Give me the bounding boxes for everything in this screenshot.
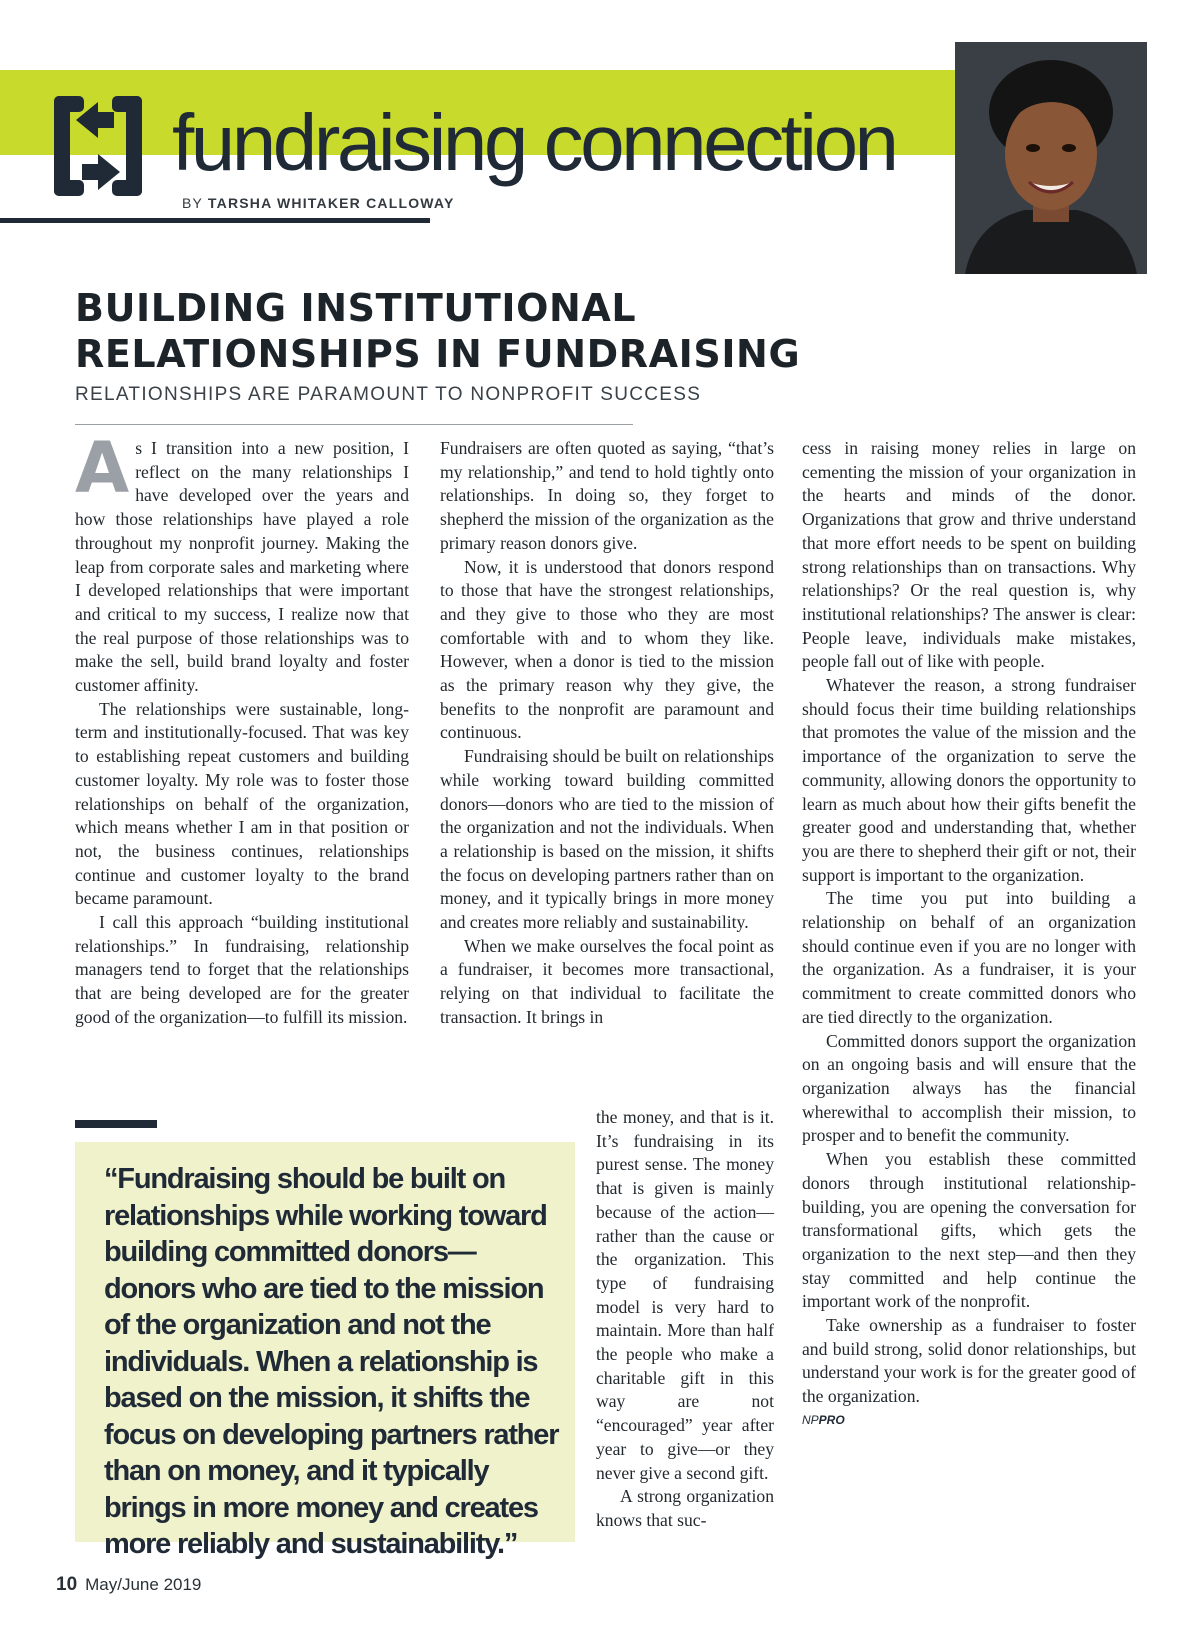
paragraph: Fundraising should be built on relationships while working toward building committed donors—donors who are tied to the mission of the organization and not the individuals. When a relationship is based on the mission, it shifts the focus on developing partners rather than on money, and it typically brings in more money and creates more reliably and sustainability. <box>440 746 774 933</box>
end-mark: NPPRO <box>802 1412 845 1427</box>
paragraph: Whatever the reason, a strong fundraiser should focus their time building relationships that promotes the value of the mission and the importance of the organization to serve the community, allowing donors the opportunity to learn as much about how their gifts benefit the greater good and understanding that, whether you are there to shepherd their gift or not, their support is important to the organization. <box>802 675 1136 885</box>
byline <box>182 195 455 211</box>
article-column-2 <box>440 437 774 1030</box>
paragraph: cess in raising money relies in large on cementing the mission of your organization in the hearts and minds of the donor. Organizations that grow and thrive understand that more effort needs to be spent on building strong relationships than on transactions. Why relationships? Or the real question is, why institutional relationships? The answer is clear: People leave, individuals make mistakes, people fall out of like with people. <box>802 438 1136 672</box>
paragraph: the money, and that is it. It’s fundraising in its purest sense. The money that is given is mainly because of the action—rather than the cause or the organization. This type of fundraising model is very hard to maintain. More than half the people who make a charitable gift in this way are not “encouraged” year after year to give—or they never give a second gift. <box>596 1107 774 1483</box>
paragraph: As I transition into a new position, I reflect on the many relationships I have developed over the years and how those relationships have played a role throughout my nonprofit journey. Making the leap from corporate sales and marketing where I developed relationships that were important and critical to my success, I realize now that the real purpose of those relationships was to make the sell, build brand loyalty and foster customer affinity. <box>75 427 409 696</box>
paragraph: The relationships were sustainable, long-term and institutionally-focused. That was key to establishing repeat customers and building customer loyalty. My role was to foster those relationships on behalf of the organization, which means whether I am in that position or not, the business continues, relationships continue and customer loyalty to the brand became paramount. <box>75 698 409 909</box>
page-footer <box>56 1574 201 1596</box>
author-portrait-icon <box>955 42 1147 274</box>
paragraph: Now, it is understood that donors respond to those that have the strongest relationships, and they give to those who they are most comfortable with and to whom they like. However, when a donor is tied to the mission as the primary reason why they give, the benefits to the nonprofit are paramount and continuous. <box>440 556 774 743</box>
author-photo <box>955 42 1147 274</box>
paragraph: The time you put into building a relationship on behalf of an organization should continue even if you are no longer with the organization. As a fundraiser, it is your commitment to create committed donors who are tied directly to the organization. <box>802 888 1136 1027</box>
paragraph: Fundraisers are often quoted as saying, “that’s my relationship,” and tend to hold tightly onto relationships. In doing so, they forget to shepherd the mission of the organization as the primary reason donors give. <box>440 438 774 553</box>
subhead-divider <box>75 424 633 425</box>
paragraph: When we make ourselves the focal point as a fundraiser, it becomes more transactional, relying on that individual to facilitate the transaction. It brings in <box>440 935 774 1027</box>
article-column-2-narrow <box>596 1106 774 1533</box>
article-subhead: RELATIONSHIPS ARE PARAMOUNT TO NONPROFIT SUCCESS <box>75 384 702 405</box>
connection-logo-icon <box>48 90 148 202</box>
paragraph: I call this approach “building institutional relationships.” In fundraising, relationship managers tend to forget that the relationships that are being developed are for the greater good of the organization—to fulfill its mission. <box>75 912 409 1027</box>
article-column-1 <box>75 427 409 1030</box>
issue-date: May/June 2019 <box>85 1575 202 1594</box>
paragraph: When you establish these committed donors through institutional relationship-building, you are opening the conversation for transformational gifts, which gets the organization to the next step—and then they stay committed and help continue the important work of the nonprofit. <box>802 1149 1136 1312</box>
drop-cap: A <box>75 427 130 509</box>
article-headline: BUILDING INSTITUTIONAL RELATIONSHIPS IN FUNDRAISING <box>75 286 801 376</box>
paragraph: Take ownership as a fundraiser to foster and build strong, solid donor relationships, but understand your work is for the greater good of the organization. <box>802 1315 1136 1407</box>
pull-quote-text: “Fundraising should be built on relationships while working toward building committed donors—donors who are tied to the mission of the organization and not the individuals. When a relationship is based on the mission, it shifts the focus on developing partners rather than on money, and it typically brings in more money and creates more reliably and sustainability.” <box>104 1163 559 1560</box>
paragraph: A strong organization knows that suc- <box>596 1486 774 1530</box>
pull-quote-bar <box>75 1120 157 1128</box>
byline-author: TARSHA WHITAKER CALLOWAY <box>207 195 455 211</box>
paragraph: Committed donors support the organization on an ongoing basis and will ensure that the organization always has the financial wherewithal to accomplish their mission, to prosper and to benefit the community. <box>802 1030 1136 1146</box>
column-title: fundraising connection <box>172 98 896 187</box>
page-number: 10 <box>56 1574 78 1595</box>
header-rule <box>0 218 430 223</box>
byline-prefix: BY <box>182 195 203 211</box>
article-column-3 <box>802 437 1136 1433</box>
